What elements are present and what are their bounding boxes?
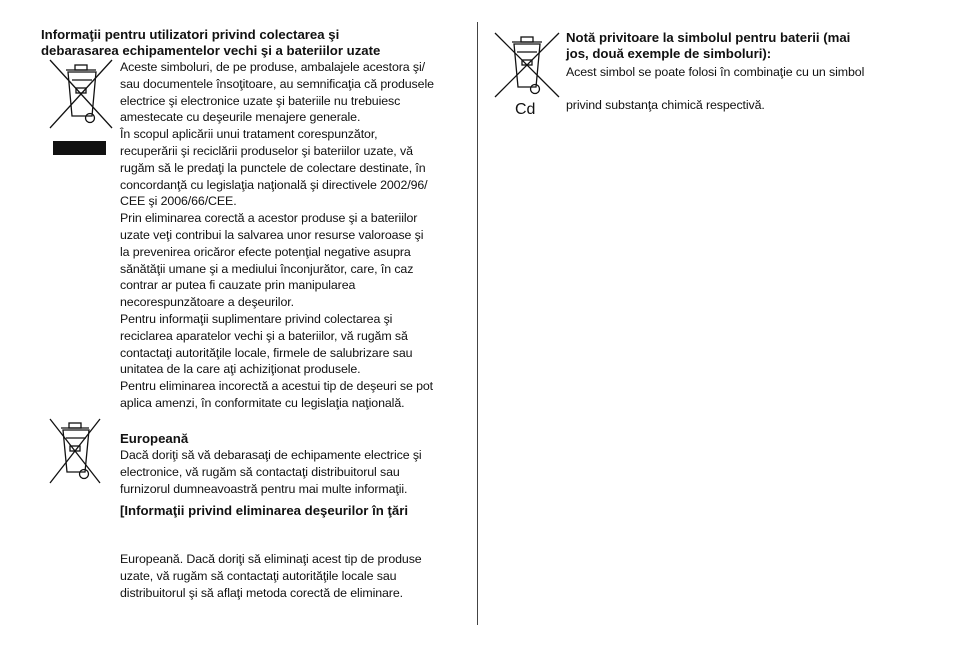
crossed-bin-icon: [48, 417, 102, 485]
text-line: electronice, vă rugăm să contactaţi distribuitorul sau: [120, 464, 400, 479]
text-line: necorespunzătoare a deşeurilor.: [120, 295, 294, 310]
left-title: [41, 27, 380, 59]
right-title: [566, 30, 850, 62]
text-line: uzate veţi contribui la salvarea unor resurse valoroase şi: [120, 227, 424, 242]
text-line: Prin eliminarea corectă a acestor produse şi a bateriilor: [120, 211, 418, 226]
outside-eu-paragraph: [120, 551, 470, 601]
column-divider: [477, 22, 478, 625]
text-line: Pentru informaţii suplimentare privind colectarea şi: [120, 311, 393, 326]
text-line: CEE şi 2006/66/CEE.: [120, 194, 237, 209]
text-line: În scopul aplicării unui tratament corespunzător,: [120, 127, 378, 142]
crossed-bin-icon: [48, 58, 114, 130]
solid-bar-marking: [53, 141, 106, 155]
europe-paragraph: [120, 447, 470, 497]
text-line: furnizorul dumneavoastră pentru mai multe informaţii.: [120, 481, 408, 496]
text-line: aplica amenzi, în conformitate cu legislaţia naţională.: [120, 395, 405, 410]
text-line: concordanţă cu legislaţia naţională şi directivele 2002/96/: [120, 177, 428, 192]
text-line: unitatea de la care aţi achiziţionat produsele.: [120, 362, 361, 377]
text-line: contactaţi autorităţile locale, firmele de salubrizare sau: [120, 345, 413, 360]
text-line: sau documentele însoţitoare, au semnificaţia că produsele: [120, 76, 434, 91]
text-line: Europeană. Dacă doriţi să eliminaţi acest tip de produse: [120, 552, 422, 566]
text-line: recuperării şi reciclării produselor şi bateriilor uzate, vă: [120, 143, 413, 158]
outside-eu-heading-text: [Informaţii privind eliminarea deşeurilor în ţări: [120, 503, 408, 518]
left-main-paragraph: [120, 59, 470, 412]
text-line: Pentru eliminarea incorectă a acestui tip de deşeuri se pot: [120, 379, 433, 394]
text-line: amestecate cu deşeurile menajere generale.: [120, 110, 361, 125]
text-line: electrice şi electronice uzate şi bateriile nu trebuiesc: [120, 93, 401, 108]
europe-heading-text: Europeană: [120, 431, 189, 446]
text-line: la prevenirea oricăror efecte potenţial negative asupra: [120, 244, 411, 259]
right-line-1: Acest simbol se poate folosi în combinaţie cu un simbol: [566, 65, 865, 79]
left-title-line-2: debarasarea echipamentelor vechi şi a bateriilor uzate: [41, 43, 381, 58]
outside-eu-heading: [120, 503, 408, 519]
right-title-line-2: jos, două exemple de simboluri):: [566, 46, 772, 61]
text-line: uzate, vă rugăm să contactaţi autorităţile locale sau: [120, 568, 397, 583]
text-line: Dacă doriţi să vă debarasaţi de echipamente electrice şi: [120, 448, 422, 462]
right-line-2: privind substanţa chimică respectivă.: [566, 98, 765, 112]
text-line: sănătăţii umane şi a mediului înconjurător, care, în caz: [120, 261, 414, 276]
left-title-line-1: Informaţii pentru utilizatori privind colectarea şi: [41, 27, 340, 42]
text-line: reciclarea aparatelor vechi şi a bateriilor, vă rugăm să: [120, 328, 408, 343]
text-line: Aceste simboluri, de pe produse, ambalajele acestora şi/: [120, 60, 426, 74]
text-line: distribuitorul şi să aflaţi metoda corectă de eliminare.: [120, 585, 403, 600]
crossed-battery-bin-icon: [493, 29, 561, 99]
europe-heading: [120, 431, 188, 447]
text-line: rugăm să le predaţi la punctele de colectare destinate, în: [120, 160, 426, 175]
right-title-line-1: Notă privitoare la simbolul pentru baterii (mai: [566, 30, 851, 45]
text-line: contrar ar putea fi cauzate prin manipularea: [120, 278, 356, 293]
cadmium-symbol-label: Cd: [515, 101, 536, 118]
